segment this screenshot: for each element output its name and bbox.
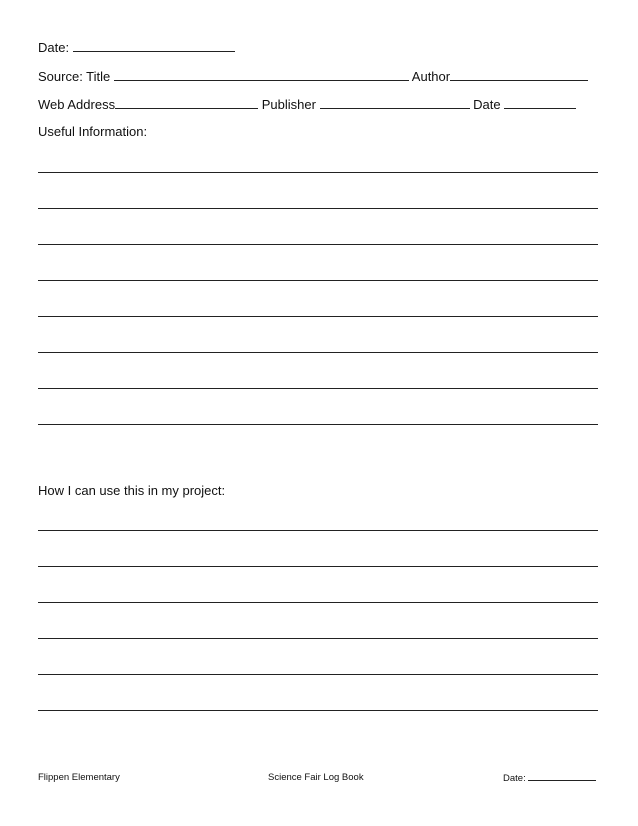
useful-information-heading: Useful Information: [38, 124, 148, 139]
source-date-label: Date [473, 97, 501, 112]
footer-date [503, 772, 596, 784]
useful-info-line-5[interactable] [38, 316, 598, 317]
source-row [38, 69, 588, 84]
project-use-line-6[interactable] [38, 710, 598, 711]
footer-school: Flippen Elementary [38, 772, 120, 783]
footer-book-title: Science Fair Log Book [268, 772, 364, 783]
date-row [38, 40, 235, 55]
project-use-line-3[interactable] [38, 602, 598, 603]
footer-date-blank[interactable] [528, 772, 596, 781]
project-use-line-4[interactable] [38, 638, 598, 639]
author-label: Author [411, 69, 451, 84]
project-use-line-1[interactable] [38, 530, 598, 531]
web-row [38, 97, 576, 112]
author-blank[interactable] [450, 69, 588, 81]
publisher-blank[interactable] [320, 97, 470, 109]
date-label: Date: [38, 40, 70, 55]
useful-info-line-3[interactable] [38, 244, 598, 245]
project-use-line-2[interactable] [38, 566, 598, 567]
footer-date-label: Date: [503, 773, 526, 784]
source-title-label: Source: Title [38, 69, 111, 84]
useful-info-line-7[interactable] [38, 388, 598, 389]
web-address-label: Web Address [38, 97, 116, 112]
useful-info-line-4[interactable] [38, 280, 598, 281]
web-address-blank[interactable] [115, 97, 258, 109]
useful-info-line-2[interactable] [38, 208, 598, 209]
publisher-label: Publisher [261, 97, 316, 112]
date-blank[interactable] [73, 40, 235, 52]
source-title-blank[interactable] [114, 69, 409, 81]
useful-info-line-6[interactable] [38, 352, 598, 353]
useful-info-line-1[interactable] [38, 172, 598, 173]
project-use-line-5[interactable] [38, 674, 598, 675]
how-use-heading: How I can use this in my project: [38, 483, 226, 498]
source-date-blank[interactable] [504, 97, 576, 109]
useful-info-line-8[interactable] [38, 424, 598, 425]
